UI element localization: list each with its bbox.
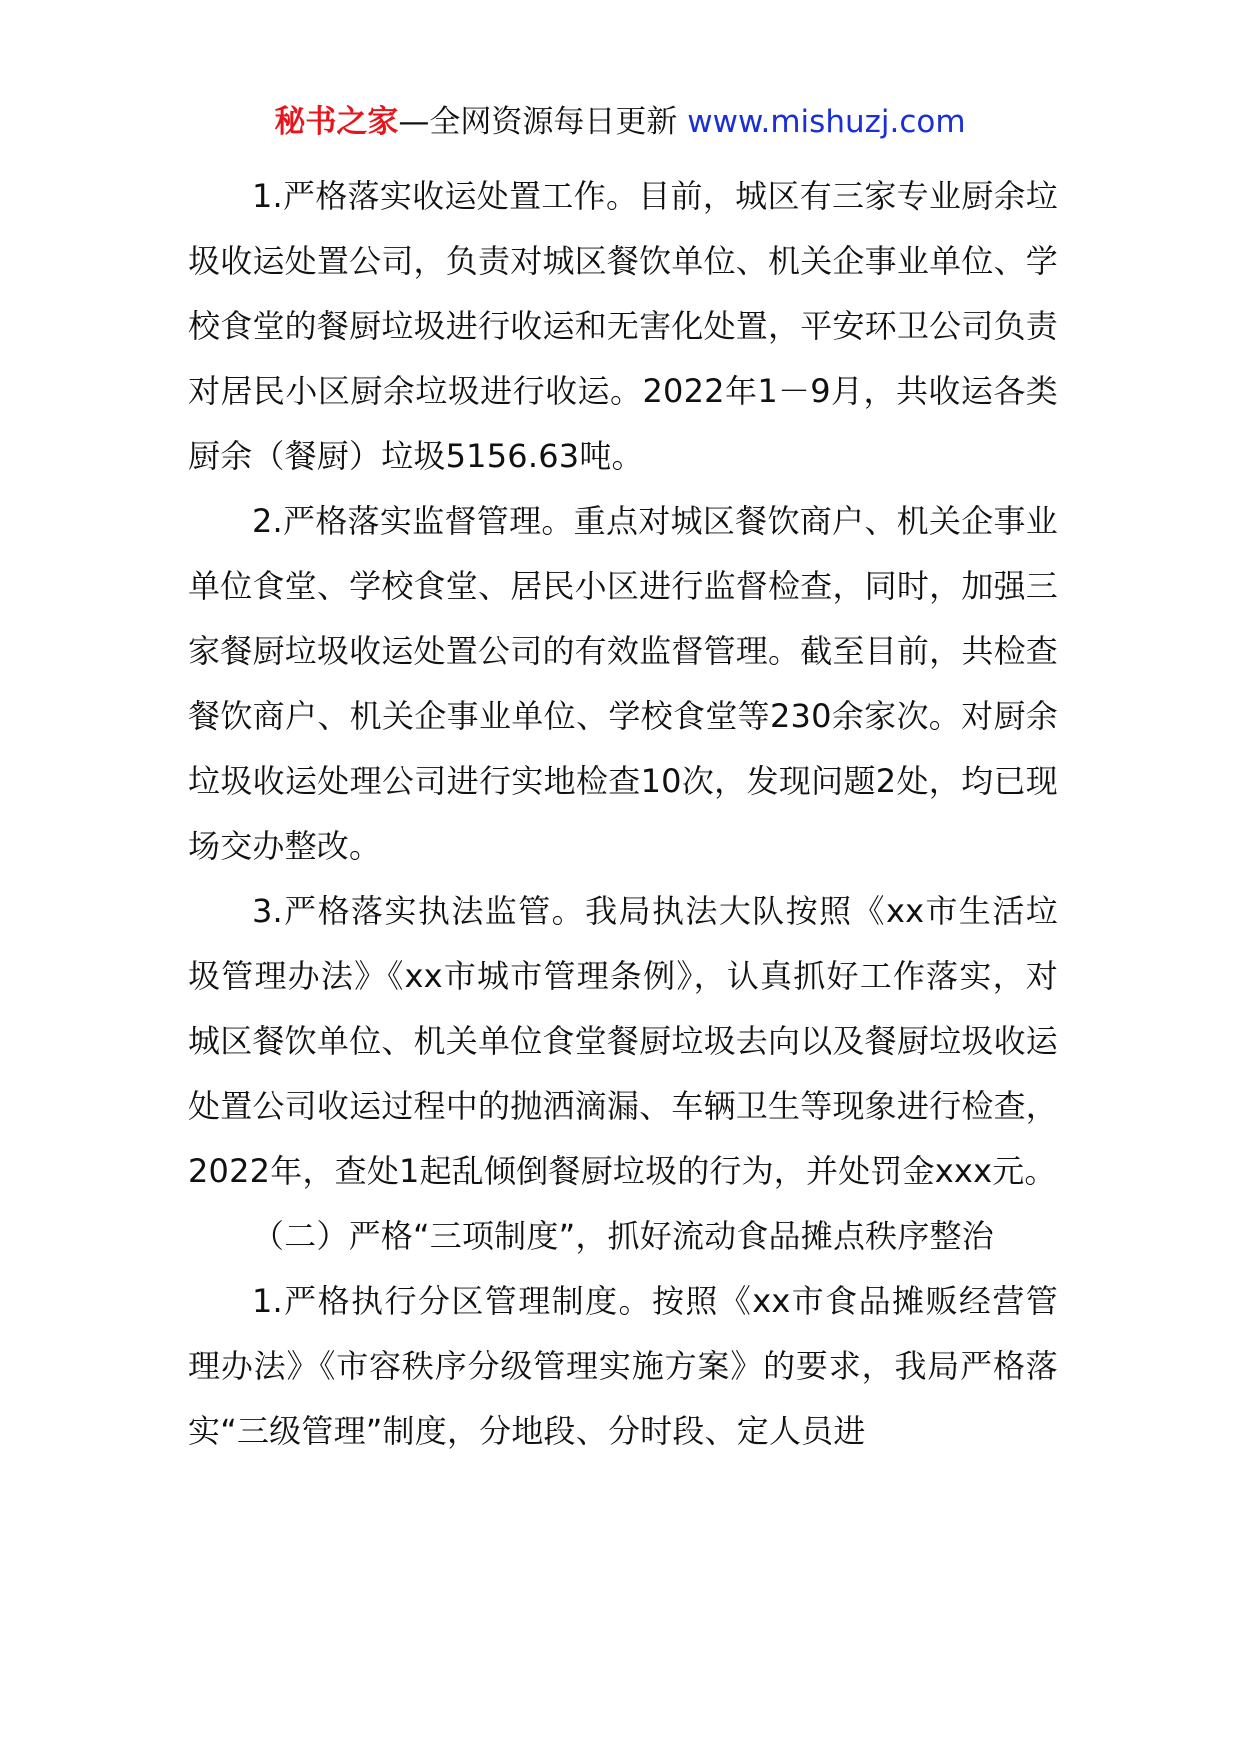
paragraph-zone-management: 1.严格执行分区管理制度。按照《xx市食品摊贩经营管理办法》《市容秩序分级管理实施方案》的要求，我局严格落实“三级管理”制度，分地段、分时段、定人员进 [188, 1282, 1058, 1450]
paragraph-enforcement: 3.严格落实执法监管。我局执法大队按照《xx市生活垃圾管理办法》《xx市城市管理条例》，认真抓好工作落实，对城区餐饮单位、机关单位食堂餐厨垃圾去向以及餐厨垃圾收运处置公司收运过程中的抛洒滴漏、车辆卫生等现象进行检查，2022年，查处1起乱倾倒餐厨垃圾的行为，并处罚金xxx元。 [188, 892, 1058, 1190]
document-body [188, 164, 1058, 1464]
site-header [0, 100, 1240, 144]
paragraph-supervision: 2.严格落实监督管理。重点对城区餐饮商户、机关企事业单位食堂、学校食堂、居民小区进行监督检查，同时，加强三家餐厨垃圾收运处置公司的有效监督管理。截至目前，共检查餐饮商户、机关企事业单位、学校食堂等230余家次。对厨余垃圾收运处理公司进行实地检查10次，发现问题2处，均已现场交办整改。 [188, 502, 1058, 865]
site-url-link[interactable]: www.mishuzj.com [687, 104, 966, 140]
paragraph-collection-disposal: 1.严格落实收运处置工作。目前，城区有三家专业厨余垃圾收运处置公司，负责对城区餐饮单位、机关企事业单位、学校食堂的餐厨垃圾进行收运和无害化处置，平安环卫公司负责对居民小区厨余垃圾进行收运。2022年1－9月，共收运各类厨余（餐厨）垃圾5156.63吨。 [188, 177, 1058, 475]
brand-name: 秘书之家 [274, 104, 399, 140]
header-tagline: —全网资源每日更新 [398, 104, 688, 140]
section-heading-three-systems: （二）严格“三项制度”，抓好流动食品摊点秩序整治 [252, 1217, 994, 1255]
